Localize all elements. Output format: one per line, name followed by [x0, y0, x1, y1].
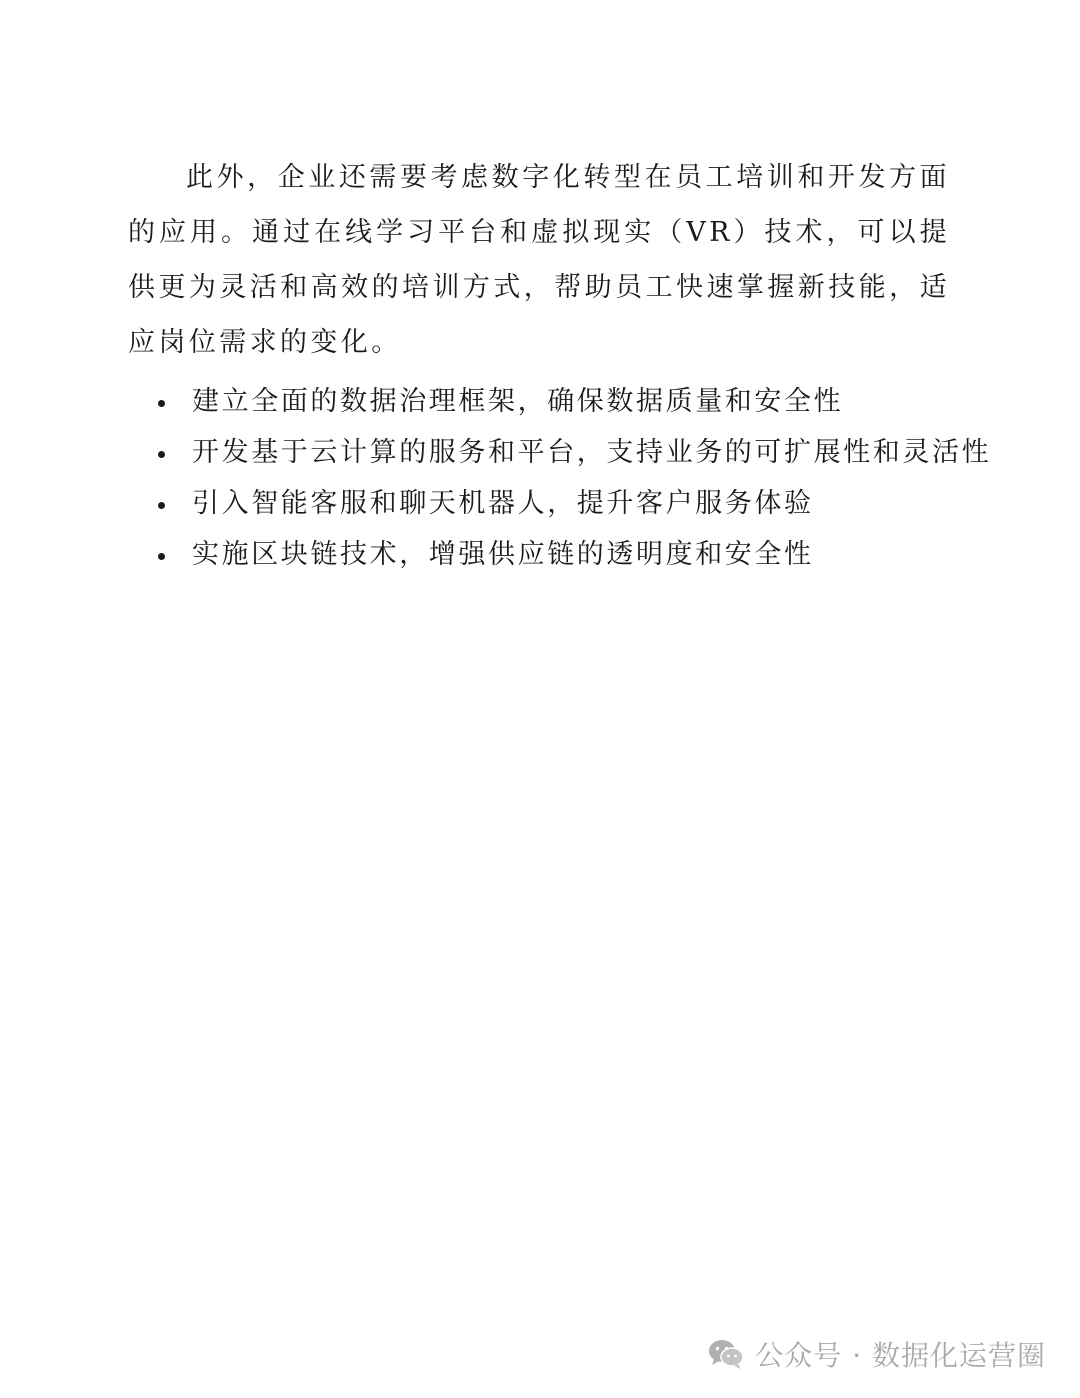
watermark: [707, 1334, 1046, 1374]
list-item: [150, 478, 970, 529]
bullet-icon: [158, 451, 165, 458]
bullet-icon: [158, 553, 165, 560]
list-item-text: 开发基于云计算的服务和平台，支持业务的可扩展性和灵活性: [192, 437, 992, 468]
list-item: [150, 427, 992, 478]
wechat-icon: [707, 1338, 745, 1370]
body-paragraph: 此外，企业还需要考虑数字化转型在员工培训和开发方面的应用。通过在线学习平台和虚拟现实（VR）技术，可以提供更为灵活和高效的培训方式，帮助员工快速掌握新技能，适应岗位需求的变化。: [128, 162, 950, 358]
list-item: [150, 376, 970, 427]
bullet-icon: [158, 502, 165, 509]
list-item: [150, 529, 970, 580]
list-item-text: 引入智能客服和聊天机器人，提升客户服务体验: [192, 488, 814, 519]
list-item-text: 实施区块链技术，增强供应链的透明度和安全性: [192, 539, 814, 570]
list-item-text: 建立全面的数据治理框架，确保数据质量和安全性: [192, 386, 844, 417]
bullet-list: [150, 376, 992, 580]
bullet-icon: [158, 400, 165, 407]
watermark-text: 公众号 · 数据化运营圈: [755, 1339, 1046, 1372]
